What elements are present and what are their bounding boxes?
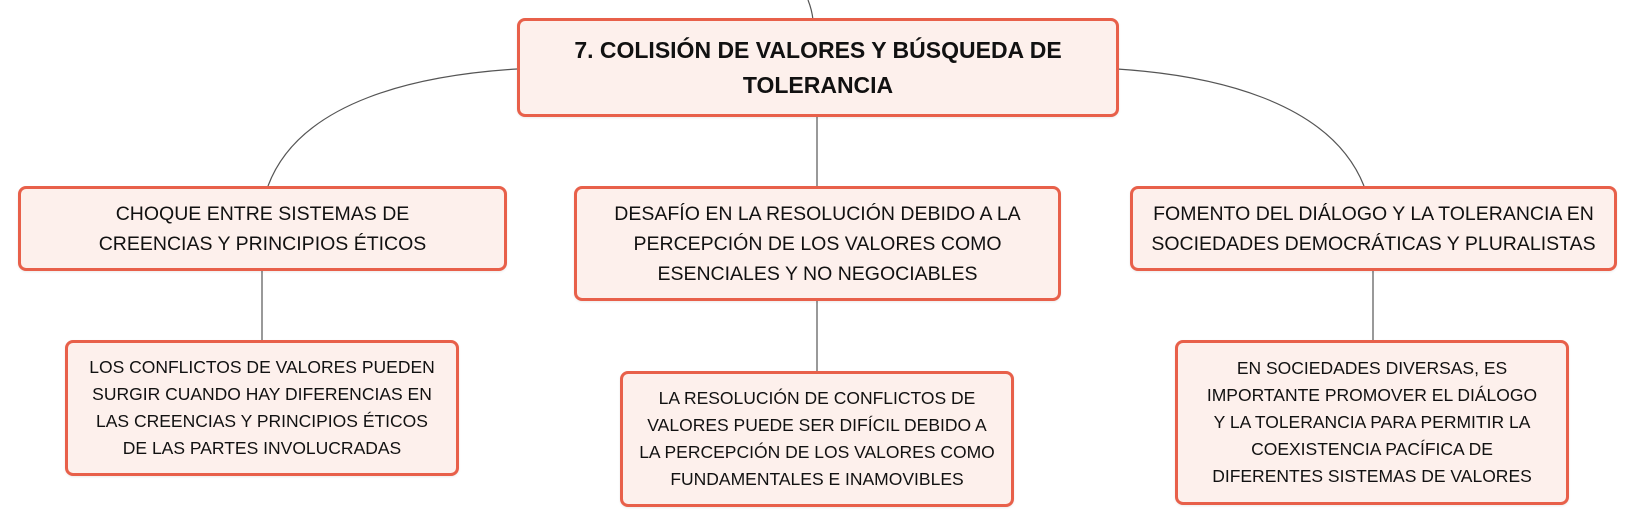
branch-node-2[interactable] [574, 186, 1061, 301]
branch-heading-1: CHOQUE ENTRE SISTEMAS DE CREENCIAS Y PRINCIPIOS ÉTICOS [98, 202, 427, 255]
root-topic-title: 7. COLISIÓN DE VALORES Y BÚSQUEDA DE TOLERANCIA [574, 36, 1062, 98]
detail-text-3: EN SOCIEDADES DIVERSAS, ES IMPORTANTE PROMOVER EL DIÁLOGO Y LA TOLERANCIA PARA PERMITIR LA COEXISTENCIA PACÍFICA DE DIFERENTES SISTEMAS DE VALORES [1206, 358, 1538, 486]
detail-node-2[interactable] [620, 371, 1014, 507]
connector-root-to-branch-3 [1117, 69, 1364, 186]
branch-node-3[interactable] [1130, 186, 1617, 271]
branch-heading-2: DESAFÍO EN LA RESOLUCIÓN DEBIDO A LA PERCEPCIÓN DE LOS VALORES COMO ESENCIALES Y NO NEGOCIABLES [614, 202, 1021, 285]
detail-text-1: LOS CONFLICTOS DE VALORES PUEDEN SURGIR CUANDO HAY DIFERENCIAS EN LAS CREENCIAS Y PRINCIPIOS ÉTICOS DE LAS PARTES INVOLUCRADAS [89, 357, 435, 458]
branch-heading-3: FOMENTO DEL DIÁLOGO Y LA TOLERANCIA EN SOCIEDADES DEMOCRÁTICAS Y PLURALISTAS [1151, 202, 1596, 255]
detail-node-3[interactable] [1175, 340, 1569, 505]
detail-node-1[interactable] [65, 340, 459, 476]
root-topic-node[interactable] [517, 18, 1119, 117]
branch-node-1[interactable] [18, 186, 507, 271]
connector-root-to-branch-1 [268, 69, 517, 186]
connector-from-parent [808, 0, 813, 20]
detail-text-2: LA RESOLUCIÓN DE CONFLICTOS DE VALORES PUEDE SER DIFÍCIL DEBIDO A LA PERCEPCIÓN DE LOS VALORES COMO FUNDAMENTALES E INAMOVIBLES [639, 388, 995, 489]
